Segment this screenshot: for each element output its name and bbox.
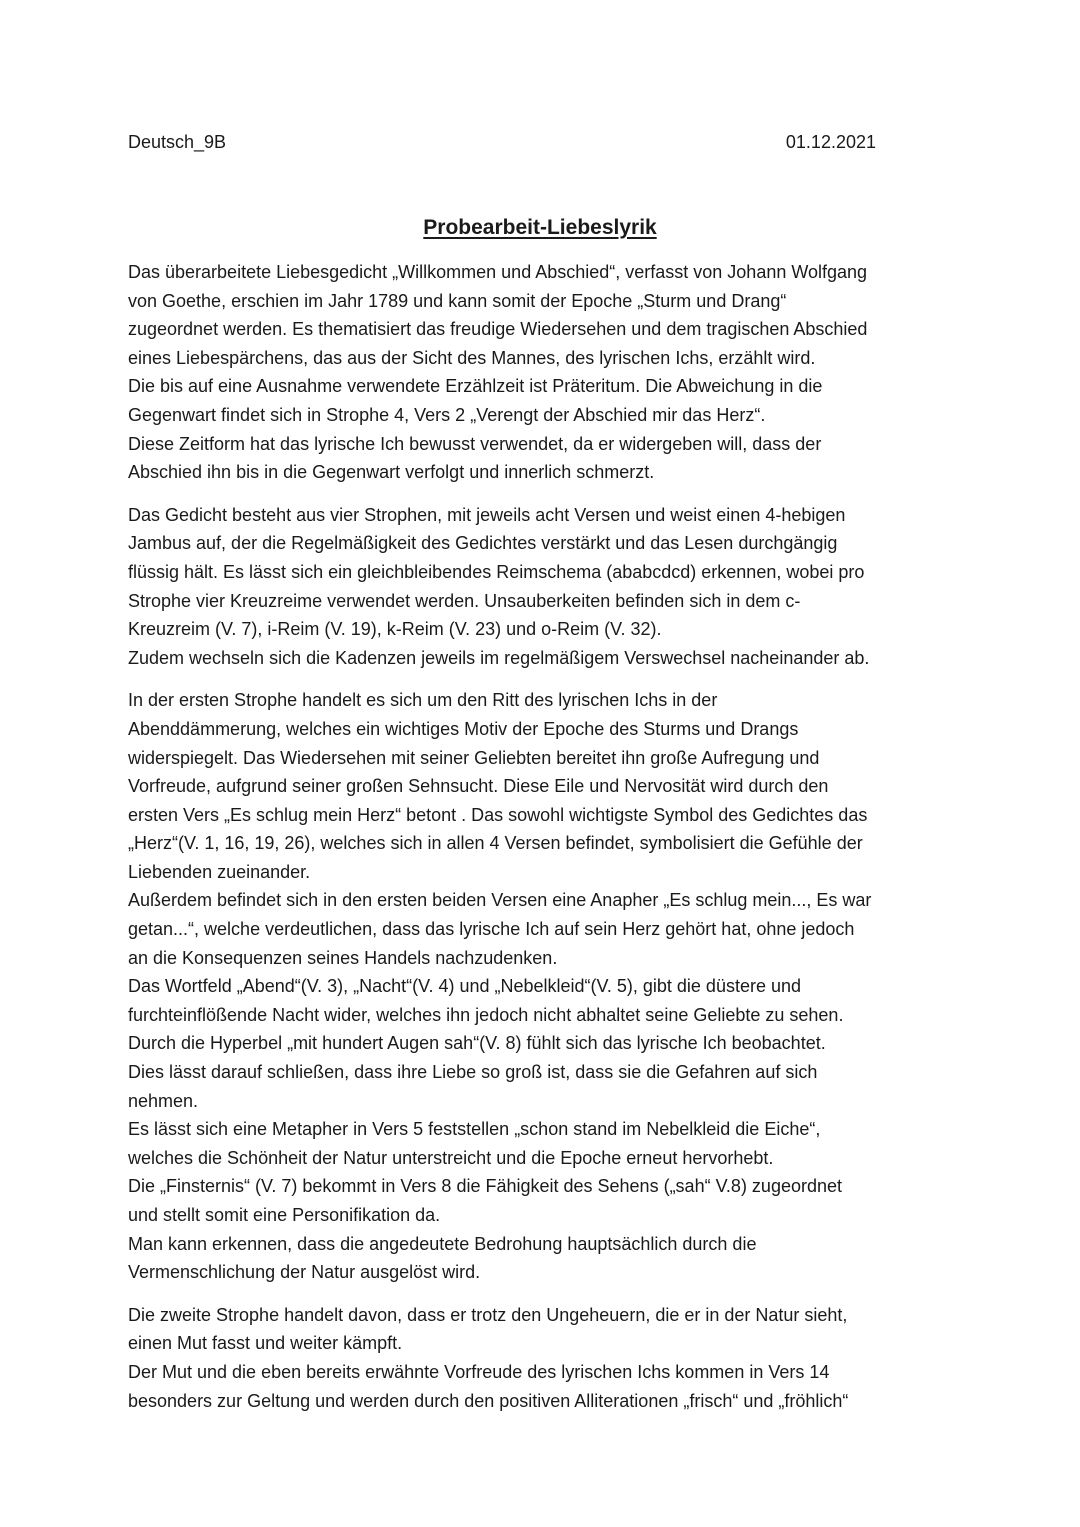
- paragraph: [128, 258, 958, 487]
- header-date: 01.12.2021: [785, 132, 876, 152]
- text-line: Vorfreude, aufgrund seiner großen Sehnsucht. Diese Eile und Nervosität wird durch den: [128, 776, 829, 797]
- text-line: Das Gedicht besteht aus vier Strophen, mit jeweils acht Versen und weist einen 4-hebigen: [128, 504, 846, 525]
- text-line: an die Konsequenzen seines Handels nachzudenken.: [128, 947, 558, 968]
- text-line: furchteinflößende Nacht wider, welches ihn jedoch nicht abhaltet seine Geliebte zu sehen.: [128, 1004, 844, 1025]
- text-line: von Goethe, erschien im Jahr 1789 und kann somit der Epoche „Sturm und Drang“: [128, 290, 787, 311]
- text-line: und stellt somit eine Personifikation da.: [128, 1205, 441, 1225]
- paragraph: [128, 501, 958, 673]
- text-line: Abenddämmerung, welches ein wichtiges Motiv der Epoche des Sturms und Drangs: [128, 718, 799, 739]
- text-line: Das überarbeitete Liebesgedicht „Willkommen und Abschied“, verfasst von Johann Wolfgang: [128, 262, 868, 282]
- text-line: Durch die Hyperbel „mit hundert Augen sah“(V. 8) fühlt sich das lyrische Ich beobachtet.: [128, 1033, 826, 1054]
- text-line: besonders zur Geltung und werden durch den positiven Alliterationen „frisch“ und „fröhlich“: [128, 1390, 849, 1411]
- text-line: Dies lässt darauf schließen, dass ihre Liebe so groß ist, dass sie die Gefahren auf sich: [128, 1062, 818, 1083]
- text-line: widerspiegelt. Das Wiedersehen mit seiner Geliebten bereitet ihn große Aufregung und: [128, 747, 820, 768]
- paragraph: [128, 686, 958, 1286]
- text-line: Diese Zeitform hat das lyrische Ich bewusst verwendet, da er widergeben will, dass der: [128, 433, 822, 454]
- text-line: Der Mut und die eben bereits erwähnte Vorfreude des lyrischen Ichs kommen in Vers 14: [128, 1361, 830, 1382]
- text-line: Strophe vier Kreuzreime verwendet werden. Unsauberkeiten befinden sich in dem c-: [128, 590, 801, 611]
- text-line: einen Mut fasst und weiter kämpft.: [128, 1333, 403, 1354]
- document-header: [128, 130, 876, 154]
- text-line: Zudem wechseln sich die Kadenzen jeweils im regelmäßigem Verswechsel nacheinander ab.: [128, 647, 870, 668]
- text-line: In der ersten Strophe handelt es sich um den Ritt des lyrischen Ichs in der: [128, 690, 718, 711]
- text-line: „Herz“(V. 1, 16, 19, 26), welches sich in allen 4 Versen befindet, symbolisiert die Gefühle der: [128, 833, 863, 854]
- text-line: eines Liebespärchens, das aus der Sicht des Mannes, des lyrischen Ichs, erzählt wird.: [128, 347, 816, 368]
- text-line: Das Wortfeld „Abend“(V. 3), „Nacht“(V. 4) und „Nebelkleid“(V. 5), gibt die düstere und: [128, 976, 802, 997]
- text-line: ersten Vers „Es schlug mein Herz“ betont . Das sowohl wichtigste Symbol des Gedichtes das: [128, 804, 868, 825]
- text-line: nehmen.: [128, 1090, 199, 1111]
- text-line: Die „Finsternis“ (V. 7) bekommt in Vers 8 die Fähigkeit des Sehens („sah“ V.8) zugeordnet: [128, 1176, 843, 1197]
- text-line: Die bis auf eine Ausnahme verwendete Erzählzeit ist Präteritum. Die Abweichung in die: [128, 376, 823, 397]
- text-line: Vermenschlichung der Natur ausgelöst wird.: [128, 1262, 481, 1283]
- text-line: flüssig hält. Es lässt sich ein gleichbleibendes Reimschema (ababcdcd) erkennen, wobei pro: [128, 561, 865, 582]
- document-body: [128, 258, 958, 1429]
- text-line: Gegenwart findet sich in Strophe 4, Vers 2 „Verengt der Abschied mir das Herz“.: [128, 404, 766, 425]
- text-line: Man kann erkennen, dass die angedeutete Bedrohung hauptsächlich durch die: [128, 1233, 757, 1254]
- page-title: Probearbeit-Liebeslyrik: [423, 216, 657, 239]
- text-line: getan...“, welche verdeutlichen, dass das lyrische Ich auf sein Herz gehört hat, ohne jedoch: [128, 919, 855, 940]
- text-line: welches die Schönheit der Natur unterstreicht und die Epoche erneut hervorhebt.: [128, 1147, 774, 1168]
- text-line: Jambus auf, der die Regelmäßigkeit des Gedichtes verstärkt und das Lesen durchgängig: [128, 533, 838, 554]
- header-class-label: Deutsch_9B: [128, 132, 227, 152]
- text-line: Außerdem befindet sich in den ersten beiden Versen eine Anapher „Es schlug mein..., Es war: [128, 890, 872, 911]
- text-line: Kreuzreim (V. 7), i-Reim (V. 19), k-Reim (V. 23) und o-Reim (V. 32).: [128, 619, 662, 640]
- text-line: Es lässt sich eine Metapher in Vers 5 feststellen „schon stand im Nebelkleid die Eiche“,: [128, 1119, 821, 1140]
- text-line: Liebenden zueinander.: [128, 861, 311, 882]
- text-line: zugeordnet werden. Es thematisiert das freudige Wiedersehen und dem tragischen Abschied: [128, 319, 868, 340]
- text-line: Die zweite Strophe handelt davon, dass er trotz den Ungeheuern, die er in der Natur sieht,: [128, 1304, 848, 1325]
- paragraph: [128, 1301, 958, 1415]
- text-line: Abschied ihn bis in die Gegenwart verfolgt und innerlich schmerzt.: [128, 462, 655, 483]
